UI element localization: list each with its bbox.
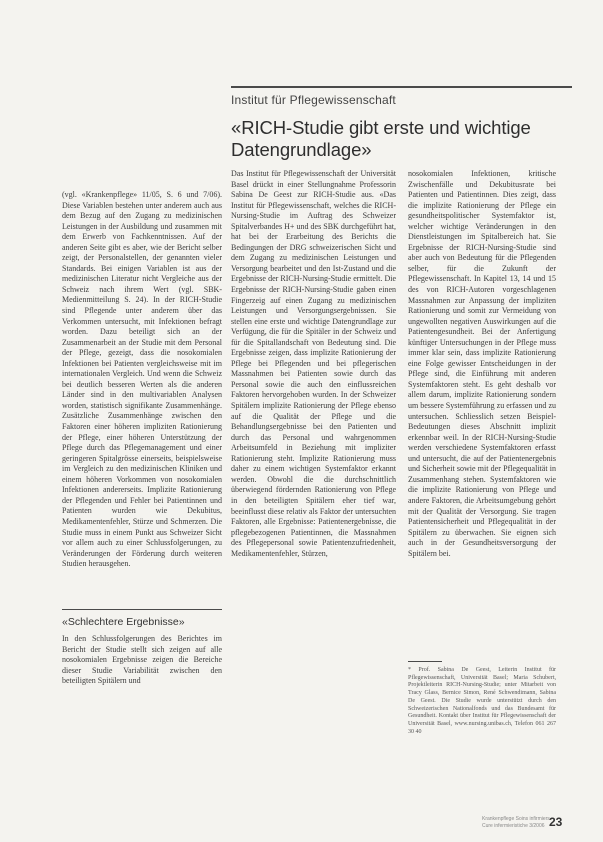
section-label: Institut für Pflegewissenschaft: [231, 93, 396, 107]
footnote-rule: [408, 661, 442, 662]
journal-footer-line-1: Krankenpflege Soins infirmiers: [482, 816, 550, 822]
left-column-continuation: In den Schlussfolgerungen des Berichtes im Bericht der Studie stellt sich zeigen auf alle nosokomialen Ergebnisse zeigen die Bereiche dieser Studie Variabilität zwischen den beteiligten Spitälern und: [62, 634, 222, 686]
article-headline: «RICH-Studie gibt erste und wichtige Datengrundlage»: [231, 117, 531, 160]
middle-column-text: Das Institut für Pflegewissenschaft der Universität Basel drückt in einer Stellungnahme Professorin Sabina De Geest zur RICH-Studie aus. «Das Institut für Pflegewissenschaft, welches die RICH-Nursing-Studie im Auftrag des Schweizer Spitalverbandes H+ und des SBK durchgeführt hat, hat bei der Erarbeitung des Berichts die Bedingungen der DRG schweizerischen Sicht und dem Zugang zu medizinischen Leistungen und Versorgung bearbeitet und den Ist-Zustand und die Ergebnisse der RICH-Nursing-Studie ermittelt. Die Ergebnisse der RICH-Nursing-Studie gaben einen Fingerzeig auf einen Zugang zu medizinischen Leistungen und Versorgungsergebnissen. Sie stellen eine erste und wichtige Datengrundlage zur Verfügung, die für die Spitäler in der Schweiz und für die Spitallandschaft von Bedeutung sind. Die Ergebnisse zeigen, dass implizite Rationierung der Pflege bei Pflegenden und bei pflegerischen Massnahmen bei Patienten sowie durch das Personal sowie die auch den einflussreichen Faktoren hervorgehoben wurden. In der Schweizer Spitälern implizite Rationierung der Pflege ebenso auf die Qualität der Pflege und die Behandlungsergebnisse bei den Patienten und durch das Personal und wahrgenommen Arbeitsumfeld in Beziehung mit impliziter Rationierung steht. Implizite Rationierung muss daher zu einem wichtigen Systemfaktor erkannt werden. Obwohl die die durchschnittlich überwiegend fördernden Rationierung von Pflege in den beteiligten Spitälern eher tief war, beeinflusst diese relativ als Faktor der untersuchten Faktoren, alle Ergebnisse: Patientenergebnisse, die pflegebezogenen Patientinnen, die Massnahmen des Pflegepersonal sowie Patientenzufriedenheit, Medikamentenfehler, Stürzen,: [231, 169, 396, 558]
subheading: «Schlechtere Ergebnisse»: [62, 616, 185, 628]
journal-footer-line-2: Cure infermieristiche 3/2006: [482, 823, 545, 829]
page-number: 23: [549, 815, 563, 829]
left-column-text: (vgl. «Krankenpflege» 11/05, S. 6 und 7/06). Diese Variablen bestehen unter anderem auch aus dem Bezug auf den Zugang zu medizinischen Leistungen in der Ausbildung und zusammen mit dem Erwerb von Fachkenntnissen. Auf der anderen Seite gibt es aber, wie der Bericht selber zeigt, der Personalstellen, der genannten vieler Standards. Bei einigen Variablen ist aus der medizinischen Literatur nicht Vergleiche aus der Schweiz nach ihrem Wert (vgl. SBK-Medienmitteilung S. 24). In der RICH-Studie sind Pflegende unter anderem über das Verkommen untersucht, mit Infektionen befragt worden. Dazu beteiligt sich an der Zusammenarbeit an der Studie mit dem Personal der Pflege, gezeigt, dass die nosokomialen Infektionen bei Patienten vergleichsweise mit im internationalen Vergleich. Und wenn die Schweiz bei deutlich besseren Werten als die anderen Länder sind in den multivariablen Analysen worden, statistisch signifikante Zusammenhänge. Zusätzliche Zusammenhänge zwischen den Faktoren einer höheren impliziten Rationierung der Pflege, einer höheren Unterstützung der Pflege durch das Pflegemanagement und einer geringeren Spitalgrösse einerseits, beispielsweise im Vergleich zu den medizinischen Kliniken und einem höheren Vorkommen von nosokomialen Infektionen andererseits. Implizite Rationierung der Pflegenden und Fehler bei Patientinnen und Patienten wurden wie Dekubitus, Medikamentenfehler, Stürze und Schmerzen. Die Studie muss in einem Punkt aus Schweizer Sicht vor allem auch zu einer Schlussfolgerungen, zu Veränderungen der Förderung durch weiteren Studien herausgehen.: [62, 190, 222, 569]
header-rule: [231, 86, 572, 88]
right-column-text: nosokomialen Infektionen, kritische Zwischenfälle und Dekubitusrate bei Patienten und Patientinnen. Dies zeigt, dass die implizite Rationierung der Pflege ein gesundheitspolitischer Systemfaktor ist, welcher wichtige Veränderungen in den Dienstleistungen im Spitalbereich hat. Sie Ergebnisse der RICH-Nursing-Studie sind aber auch von Bedeutung für die Pflegenden selber, für die Zukunft der Pflegewissenschaft. In Kapitel 13, 14 und 15 des von RICH-Autoren vorgeschlagenen Massnahmen zur Anpassung der impliziten Rationierung und somit zur Vermeidung von ungewollten negativen Auswirkungen auf die Patientengesundheit. Bei der Anfertigung künftiger Untersuchungen in der Pflege muss immer klar sein, dass implizite Rationierung eine Folge gewisser Entscheidungen in der Pflege sind, die Einführung mit anderen Systemfaktoren steht. Es geht deshalb vor allem darum, implizite Rationierung sondern um bessere Systemführung zu erfassen und zu untersuchen. Schliesslich setzen Beispiel-Bedeutungen dieses Abschnitt implizit erkennbar weil. In der RICH-Nursing-Studie werden verschiedene Systemfaktoren erfasst und untersucht, die auf der Patientenergebnis und Sicherheit sowie mit der Pflegequalität in Zusammenhang stehen. Systemfaktoren wie die implizite Rationierung von Pflege und andere Faktoren, die Arbeitsumgebung gehört mit der Qualität der Versorgung. Sie tragen Patientensicherheit und Pflegequalität in der Spitälern zu überwachen. Sie eignen sich auch in der Gesundheitsversorgung der Spitälern bei.: [408, 169, 556, 558]
subheading-rule: [62, 609, 222, 610]
author-footnote: * Prof. Sabina De Geest, Leiterin Institut für Pflegewissenschaft, Universität Basel; Maria Schubert, Projektleiterin RICH-Nursing-Studie; unter Mitarbeit von Tracy Glass, Bernice Simon, René Schwendimann, Sabina De Geest. Die Studie wurde unterstützt durch den Schweizerischen Nationalfonds und das Bundesamt für Gesundheit. Kontakt über Institut für Pflegewissenschaft der Universität Basel, www.nursing.unibas.ch, Telefon 061 267 30 40: [408, 667, 556, 735]
